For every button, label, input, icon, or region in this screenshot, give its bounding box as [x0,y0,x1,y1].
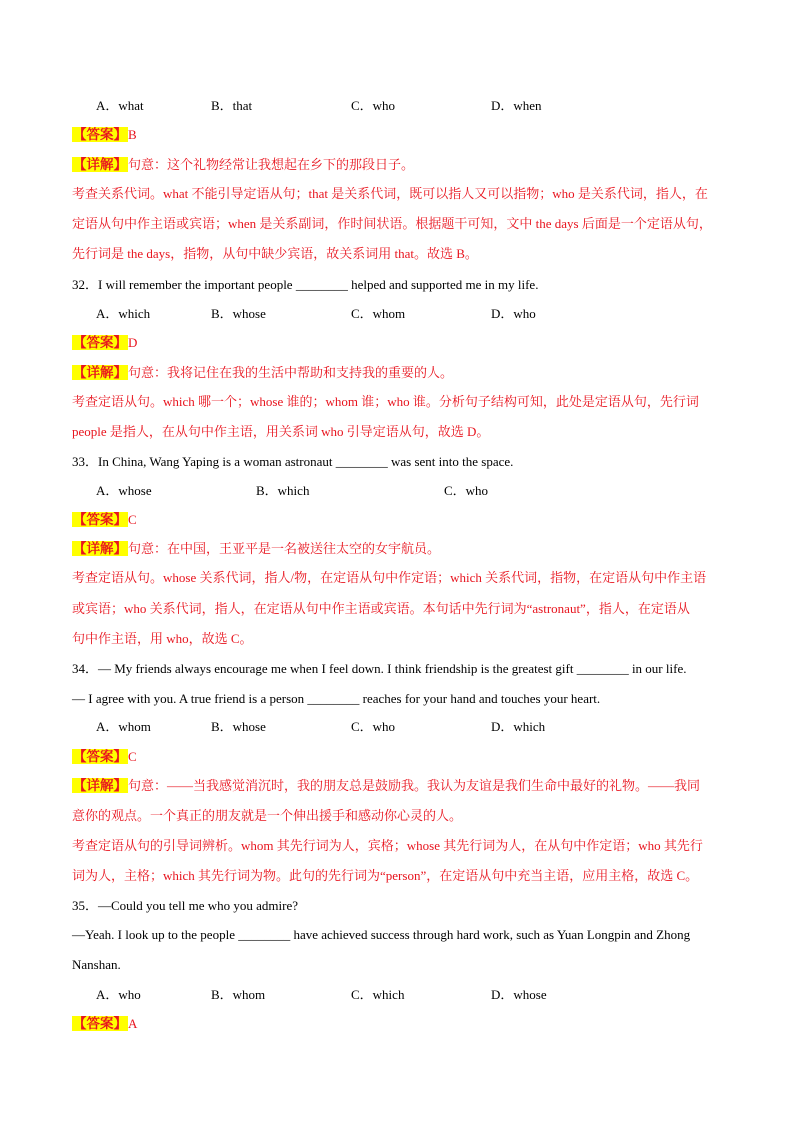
option-d: D．when [491,98,542,113]
option-c: C．who [444,483,489,498]
answer-value: C [128,749,137,764]
question-35-line-1: 35．—Could you tell me who you admire? [72,898,299,913]
option-c: C．whom [351,306,406,321]
detail-tag: 【详解】 [73,365,127,380]
answer-tag: 【答案】 [73,749,127,764]
explanation-line: 先行词是 the days，指物，从句中缺少宾语，故关系词用 that。故选 B。 [72,246,478,261]
answer-value: D [128,335,138,350]
answer-tag: 【答案】 [73,335,127,350]
detail-line-q34 [72,776,700,796]
explanation-line: 词为人，主格；which 其先行词为物。此句的先行词为“person”，在定语从句中充当主语，应用主格，故选 C。 [72,868,699,883]
detail-line-q31 [72,155,414,175]
answer-line-q34 [72,747,137,767]
question-33: 33．In China, Wang Yaping is a woman astronaut ________ was sent into the space. [72,454,514,469]
detail-text: 句意：这个礼物经常让我想起在乡下的那段日子。 [128,157,415,172]
question-32: 32．I will remember the important people ________ helped and supported me in my life. [72,277,539,292]
question-34-line-1: 34．— My friends always encourage me when I feel down. I think friendship is the greatest gift ________ in our life. [72,661,687,676]
answer-line-q31 [72,125,137,145]
option-a: A．which [96,306,151,321]
option-c: C．who [351,719,396,734]
option-b: B．that [211,98,253,113]
answer-tag: 【答案】 [73,1016,127,1031]
option-b: B．whose [211,719,266,734]
detail-text: 句意：在中国，王亚平是一名被送往太空的女宇航员。 [128,541,441,556]
option-b: B．whose [211,306,266,321]
detail-line-q32 [72,363,453,383]
detail-tag: 【详解】 [73,541,127,556]
detail-text: 句意：我将记住在我的生活中帮助和支持我的重要的人。 [128,365,454,380]
option-c: C．which [351,987,405,1002]
option-a: A．who [96,987,141,1002]
options-row-q33 [96,481,746,501]
option-a: A．what [96,98,144,113]
explanation-line: 定语从句中作主语或宾语；when 是关系副词，作时间状语。根据题干可知，文中 the days 后面是一个定语从句， [72,216,712,231]
option-a: A．whose [96,483,152,498]
detail-tag: 【详解】 [73,157,127,172]
answer-line-q32 [72,333,137,353]
explanation-line: 考查定语从句。which 哪一个；whose 谁的；whom 谁；who 谁。分析句子结构可知，此处是定语从句，先行词 [72,394,699,409]
options-row-q32 [96,304,746,324]
answer-tag: 【答案】 [73,512,127,527]
explanation-line: people 是指人，在从句中作主语，用关系词 who 引导定语从句，故选 D。 [72,424,490,439]
options-row-q34 [96,717,746,737]
option-a: A．whom [96,719,151,734]
option-d: D．who [491,306,536,321]
question-35-line-2: —Yeah. I look up to the people ________ have achieved success through hard work, such as Yuan Longpin and Zhong [72,927,691,942]
options-row-q35 [96,985,746,1005]
explanation-line: 考查关系代词。what 不能引导定语从句；that 是关系代词，既可以指人又可以指物；who 是关系代词，指人，在 [72,186,708,201]
option-b: B．whom [211,987,266,1002]
answer-tag: 【答案】 [73,127,127,142]
answer-line-q35 [72,1014,137,1034]
explanation-line: 考查定语从句。whose 关系代词，指人/物，在定语从句中作定语；which 关系代词，指物，在定语从句中作主语 [72,570,707,585]
option-b: B．which [256,483,310,498]
answer-value: C [128,512,137,527]
answer-value: A [128,1016,138,1031]
option-c: C．who [351,98,396,113]
option-d: D．which [491,719,546,734]
question-34-line-2: — I agree with you. A true friend is a person ________ reaches for your hand and touches your heart. [72,691,601,706]
explanation-line: 句中作主语，用 who，故选 C。 [72,631,253,646]
explanation-line: 考查定语从句的引导词辨析。whom 其先行词为人，宾格；whose 其先行词为人，在从句中作定语；who 其先行 [72,838,703,853]
question-35-line-3: Nanshan. [72,957,121,972]
explanation-line: 或宾语；who 关系代词，指人，在定语从句中作主语或宾语。本句话中先行词为“astronaut”，指人，在定语从 [72,601,690,616]
detail-line-q33 [72,539,440,559]
explanation-line: 意你的观点。一个真正的朋友就是一个伸出援手和感动你心灵的人。 [72,808,463,823]
detail-tag: 【详解】 [73,778,127,793]
answer-line-q33 [72,510,137,530]
detail-text: 句意：——当我感觉消沉时，我的朋友总是鼓励我。我认为友谊是我们生命中最好的礼物。——我同 [128,778,701,793]
answer-value: B [128,127,137,142]
option-d: D．whose [491,987,547,1002]
options-row-q31 [96,96,746,116]
